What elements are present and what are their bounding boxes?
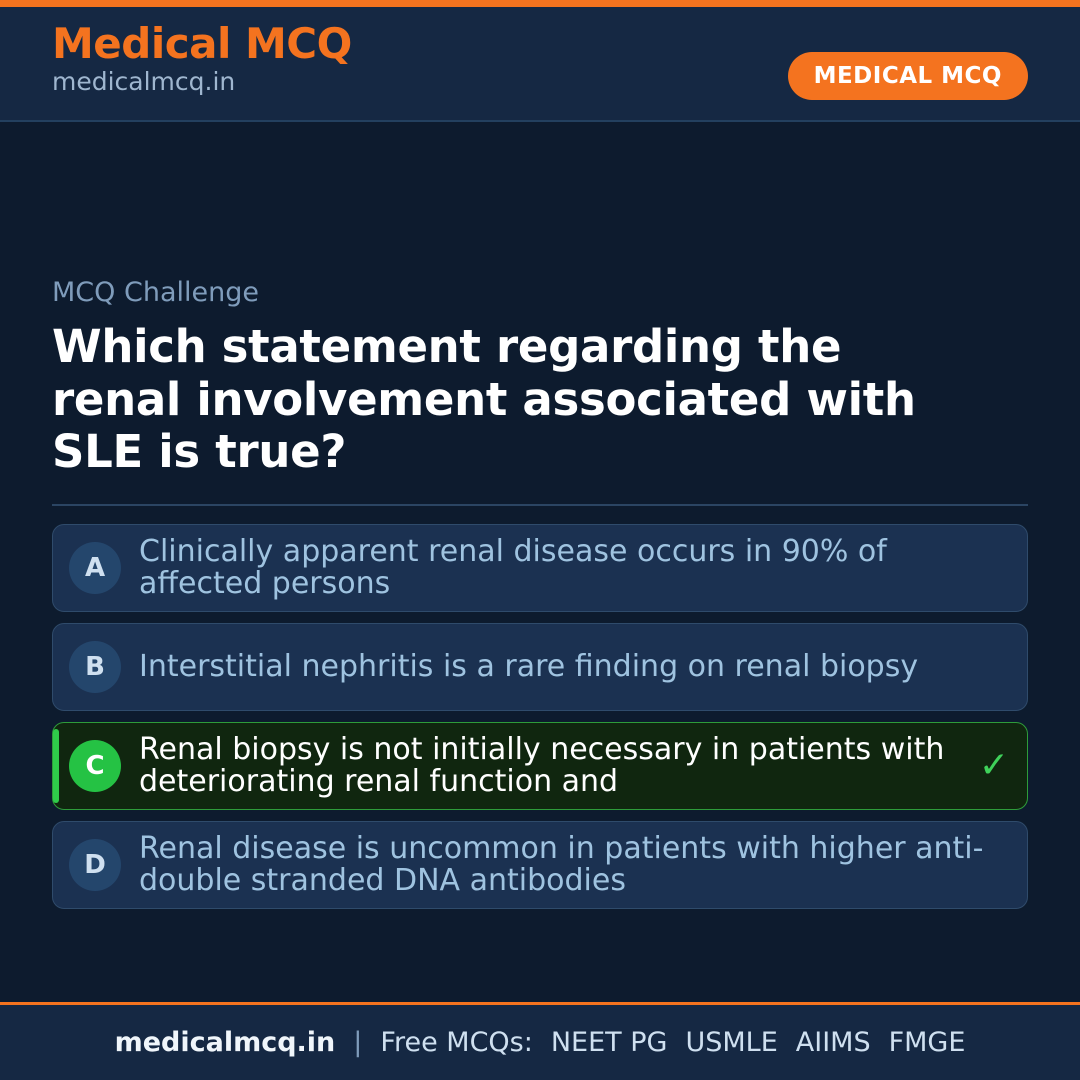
- footer-site[interactable]: medicalmcq.in: [114, 1027, 336, 1058]
- footer-exam-aiims: AIIMS: [795, 1027, 871, 1058]
- section-eyebrow: MCQ Challenge: [52, 277, 259, 308]
- option-a-text: Clinically apparent renal disease occurs in 90% of affected persons: [139, 533, 887, 601]
- divider: [52, 504, 1028, 506]
- question-text: Which statement regarding the renal involvement associated with SLE is true?: [52, 320, 916, 478]
- header-badge: MEDICAL MCQ: [788, 52, 1028, 100]
- option-b-letter: B: [69, 641, 121, 693]
- footer-exam-usmle: USMLE: [685, 1027, 778, 1058]
- option-c[interactable]: [52, 722, 1028, 810]
- checkmark-icon: ✓: [978, 744, 1009, 786]
- option-d-letter: D: [69, 839, 121, 891]
- option-d-text: Renal disease is uncommon in patients with higher anti-double stranded DNA antibodies: [139, 830, 984, 898]
- header: [0, 7, 1080, 122]
- brand-subtitle: medicalmcq.in: [52, 67, 236, 97]
- options-list: [52, 524, 1028, 909]
- footer-label: Free MCQs:: [380, 1027, 533, 1058]
- main-content: [0, 122, 1080, 1002]
- top-accent-bar: [0, 0, 1080, 7]
- footer-exam-neetpg: NEET PG: [550, 1027, 668, 1058]
- option-d[interactable]: [52, 821, 1028, 909]
- option-a-letter: A: [69, 542, 121, 594]
- brand-title: Medical MCQ: [52, 19, 352, 68]
- option-b-text: Interstitial nephritis is a rare finding on renal biopsy: [139, 648, 919, 684]
- footer-separator: |: [353, 1027, 363, 1058]
- option-c-letter: C: [69, 740, 121, 792]
- option-a[interactable]: [52, 524, 1028, 612]
- option-c-text: Renal biopsy is not initially necessary in patients with deteriorating renal function and: [139, 731, 945, 799]
- option-b[interactable]: [52, 623, 1028, 711]
- footer: [0, 1002, 1080, 1080]
- footer-exam-fmge: FMGE: [888, 1027, 966, 1058]
- footer-text: [115, 1027, 966, 1058]
